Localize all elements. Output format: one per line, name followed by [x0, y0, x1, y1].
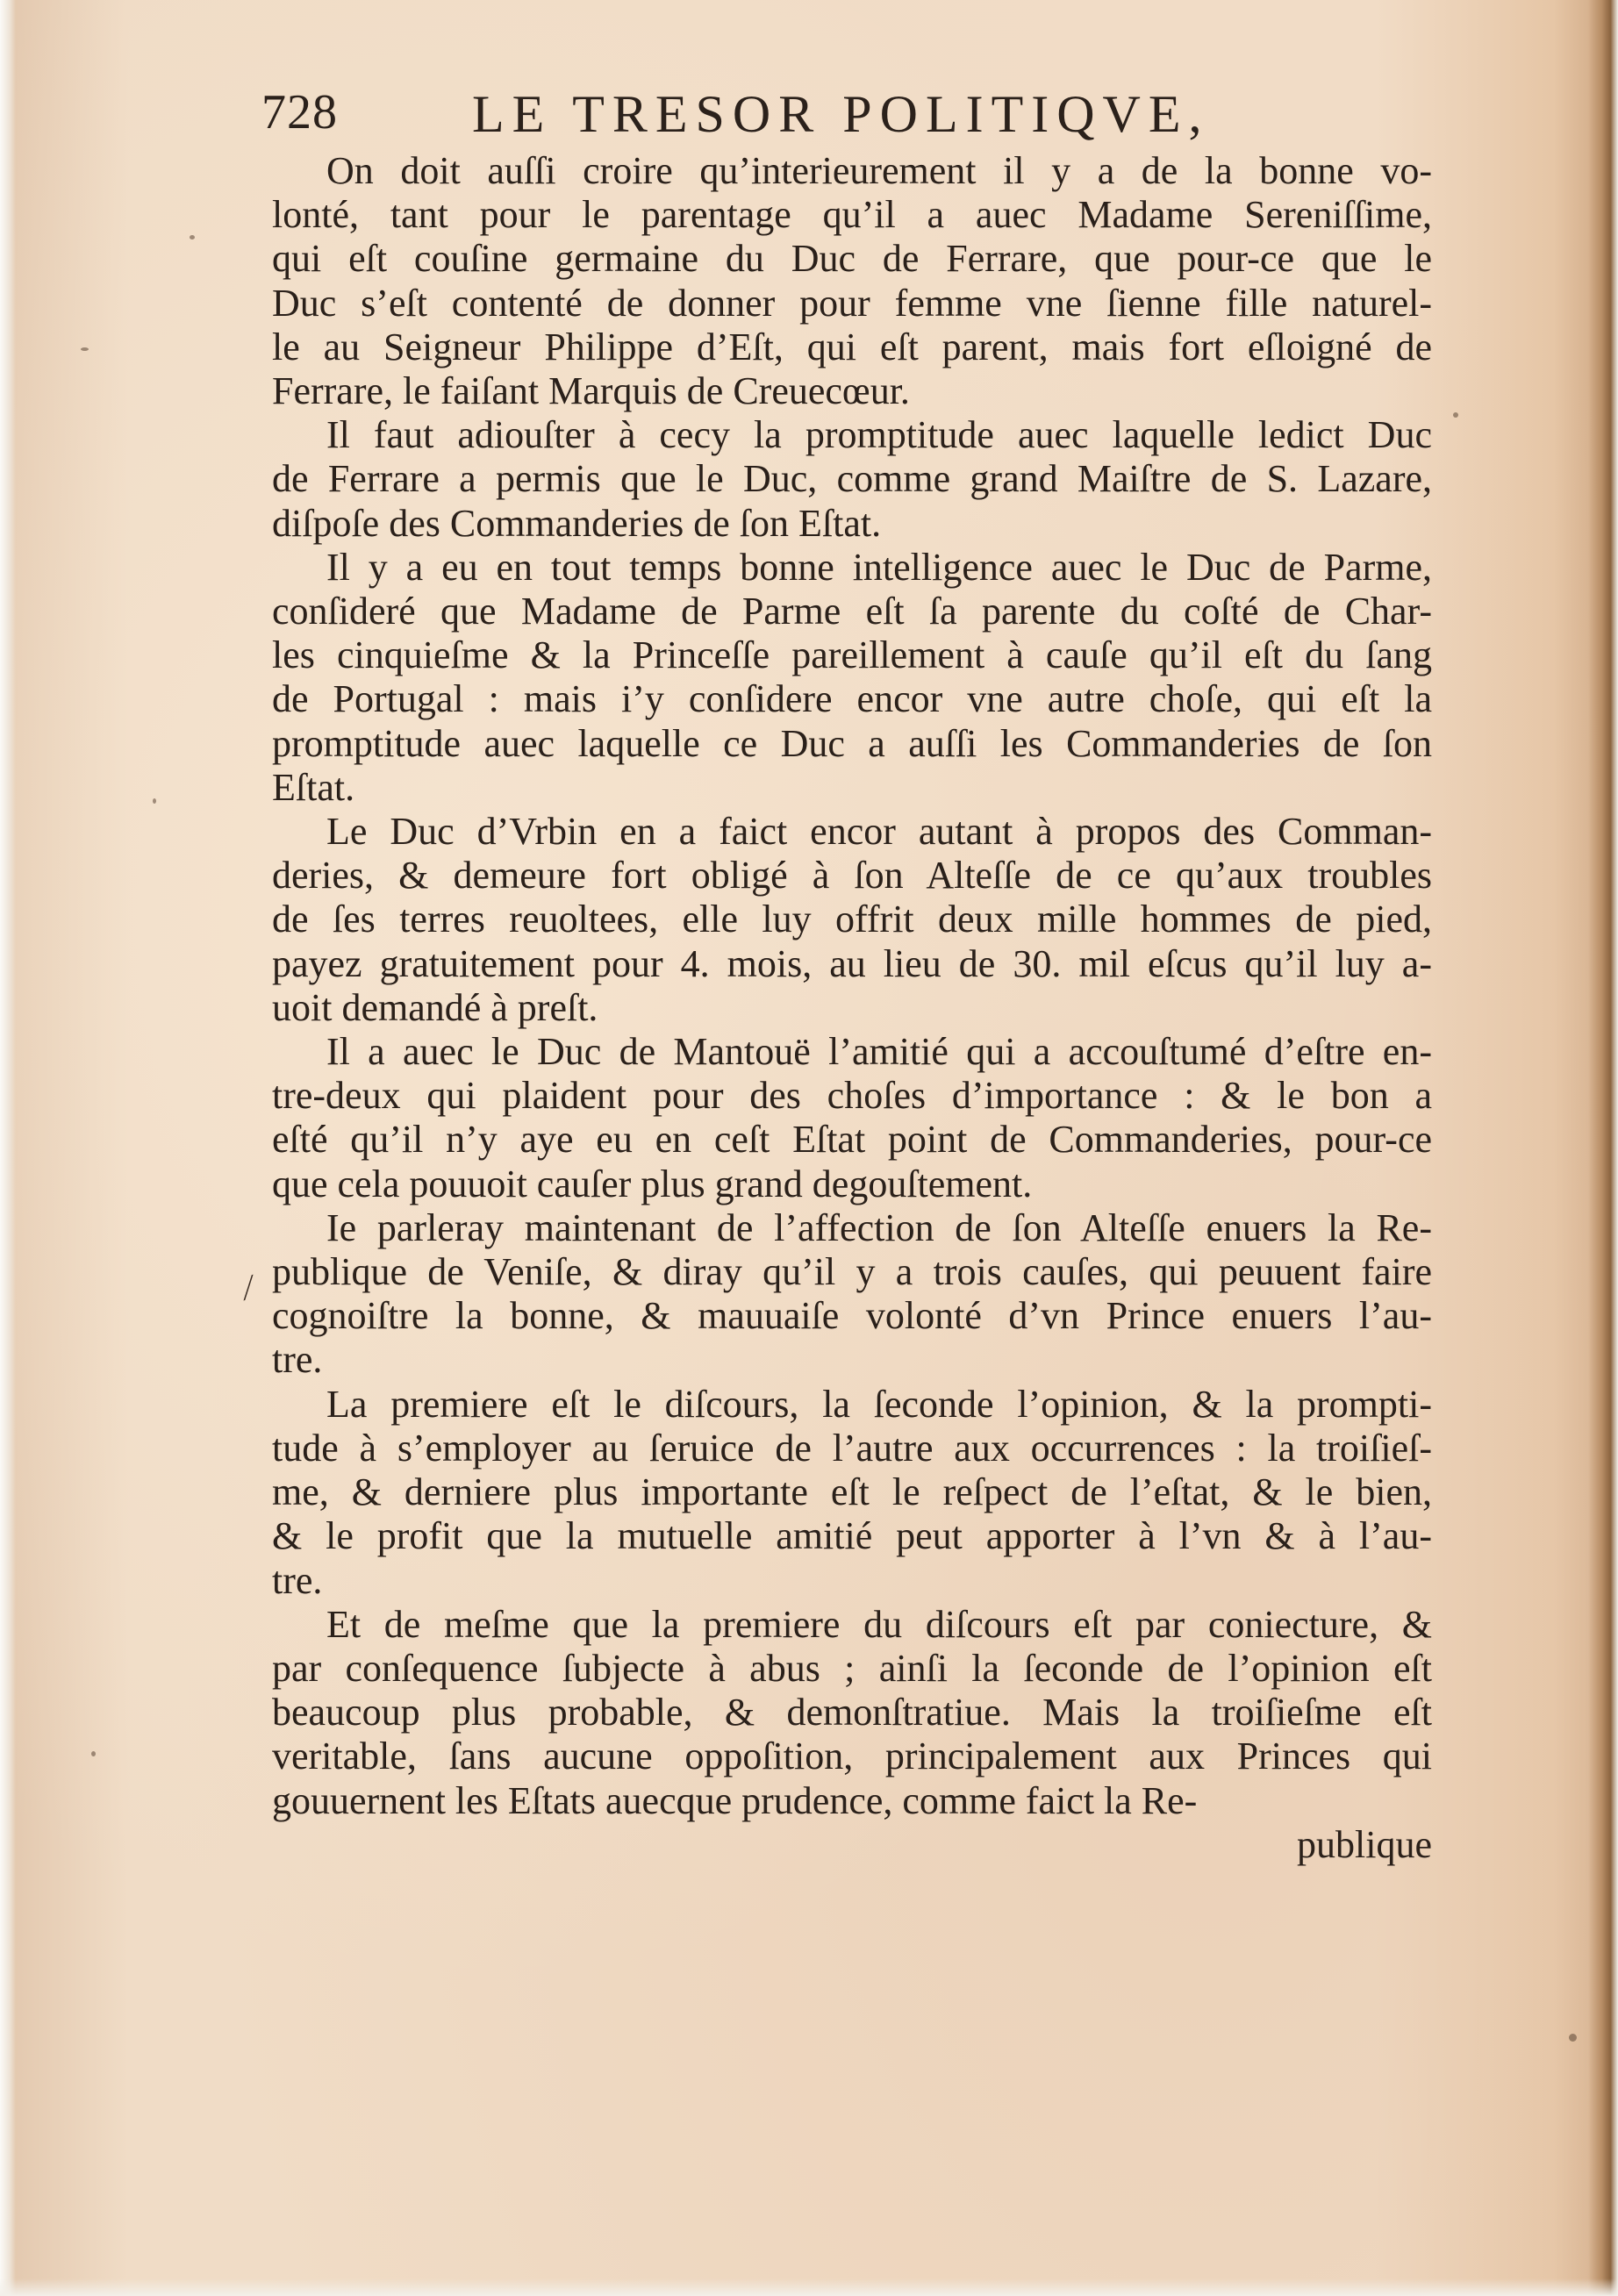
text-line: me, & derniere plus importante eſt le reſpect de l’eſtat, & le bien,	[272, 1470, 1432, 1514]
text-line: tre.	[272, 1558, 323, 1602]
text-line: conſideré que Madame de Parme eſt ſa parente du coſté de Char-	[272, 590, 1432, 633]
margin-mark: ⁄	[240, 1270, 257, 1306]
text-line: On doit auſſi croire qu’interieurement il y a de la bonne vo-	[326, 149, 1432, 192]
paragraph	[272, 546, 1432, 810]
text-line: beaucoup plus probable, & demonſtratiue. Mais la troiſieſme eſt	[272, 1691, 1432, 1735]
text-line: de ſes terres reuoltees, elle luy offrit deux mille hommes de pied,	[272, 898, 1432, 941]
paragraph	[272, 1383, 1432, 1603]
text-line: de Ferrare a permis que le Duc, comme grand Maiſtre de S. Lazare,	[272, 457, 1432, 501]
text-line: Et de meſme que la premiere du diſcours eſt par coniecture, &	[326, 1602, 1432, 1646]
ink-speck	[1569, 2034, 1577, 2042]
page-header	[261, 84, 1428, 146]
page-left-edge	[0, 0, 16, 2296]
text-line: Eſtat.	[272, 765, 355, 809]
text-line: tre.	[272, 1338, 323, 1382]
text-line: de Portugal : mais i’y conſidere encor vne autre choſe, qui eſt la	[272, 677, 1432, 721]
page-gutter-shadow	[1588, 0, 1618, 2296]
text-line: uoit demandé à preſt.	[272, 985, 598, 1029]
page-bottom-edge	[0, 2278, 1618, 2296]
text-line: eſté qu’il n’y aye eu en ceſt Eſtat point de Commanderies, pour-ce	[272, 1118, 1432, 1162]
text-line: tude à s’employer au ſeruice de l’autre aux occurrences : la troiſieſ-	[272, 1426, 1432, 1470]
text-line: publique de Veniſe, & diray qu’il y a trois cauſes, qui peuuent faire	[272, 1250, 1432, 1294]
ink-speck	[91, 1751, 96, 1756]
text-line: & le profit que la mutuelle amitié peut apporter à l’vn & à l’au-	[272, 1514, 1432, 1558]
text-line: Ferrare, le faiſant Marquis de Creuecœur.	[272, 369, 910, 413]
running-title: LE TRESOR POLITIQVE,	[472, 85, 1210, 143]
text-line: le au Seigneur Philippe d’Eſt, qui eſt parent, mais fort eſloigné de	[272, 325, 1432, 368]
text-line: que cela pouuoit cauſer plus grand degouſtement.	[272, 1162, 1033, 1205]
text-line: promptitude auec laquelle ce Duc a auſſi les Commanderies de ſon	[272, 721, 1432, 765]
text-line: cognoiſtre la bonne, & mauuaiſe volonté d’vn Prince enuers l’au-	[272, 1294, 1432, 1338]
text-line: La premiere eſt le diſcours, la ſeconde l’opinion, & la prompti-	[326, 1382, 1432, 1426]
text-line: Il a auec le Duc de Mantouë l’amitié qui a accouſtumé d’eſtre en-	[326, 1030, 1432, 1074]
text-line: par conſequence ſubjecte à abus ; ainſi la ſeconde de l’opinion eſt	[272, 1646, 1432, 1690]
text-line: Le Duc d’Vrbin en a faict encor autant à propos des Comman-	[326, 810, 1432, 854]
text-line: Ie parleray maintenant de l’affection de ſon Alteſſe enuers la Re-	[326, 1205, 1432, 1249]
ink-speck	[190, 235, 195, 240]
text-line: gouuernent les Eſtats auecque prudence, comme faict la Re-	[272, 1778, 1198, 1822]
text-line: qui eſt couſine germaine du Duc de Ferrare, que pour-ce que le	[272, 237, 1432, 281]
text-line: les cinquieſme & la Princeſſe pareillement à cauſe qu’il eſt du ſang	[272, 633, 1432, 677]
paragraph	[272, 413, 1432, 546]
paragraph	[272, 810, 1432, 1030]
paragraph	[272, 1030, 1432, 1206]
page-number: 728	[261, 85, 338, 139]
text-line: lonté, tant pour le parentage qu’il a auec Madame Sereniſſime,	[272, 193, 1432, 237]
text-line: Duc s’eſt contenté de donner pour femme vne ſienne fille naturel-	[272, 281, 1432, 325]
text-line: Il y a eu en tout temps bonne intelligence auec le Duc de Parme,	[326, 545, 1432, 589]
text-line: diſpoſe des Commanderies de ſon Eſtat.	[272, 501, 882, 545]
paragraph	[272, 149, 1432, 413]
text-line: payez gratuitement pour 4. mois, au lieu de 30. mil eſcus qu’il luy a-	[272, 941, 1432, 985]
ink-speck	[81, 347, 89, 351]
text-line: tre-deux qui plaident pour des choſes d’importance : & le bon a	[272, 1074, 1432, 1118]
paragraph	[272, 1206, 1432, 1383]
text-line: veritable, ſans aucune oppoſition, principalement aux Princes qui	[272, 1735, 1432, 1778]
ink-speck	[153, 798, 156, 804]
text-line: deries, & demeure fort obligé à ſon Alteſſe de ce qu’aux troubles	[272, 854, 1432, 898]
paragraph	[272, 1603, 1432, 1823]
body-text	[272, 149, 1432, 1867]
ink-speck	[1453, 412, 1458, 418]
text-line: Il faut adiouſter à cecy la promptitude auec laquelle ledict Duc	[326, 413, 1432, 457]
catchword: publique	[1297, 1822, 1432, 1866]
